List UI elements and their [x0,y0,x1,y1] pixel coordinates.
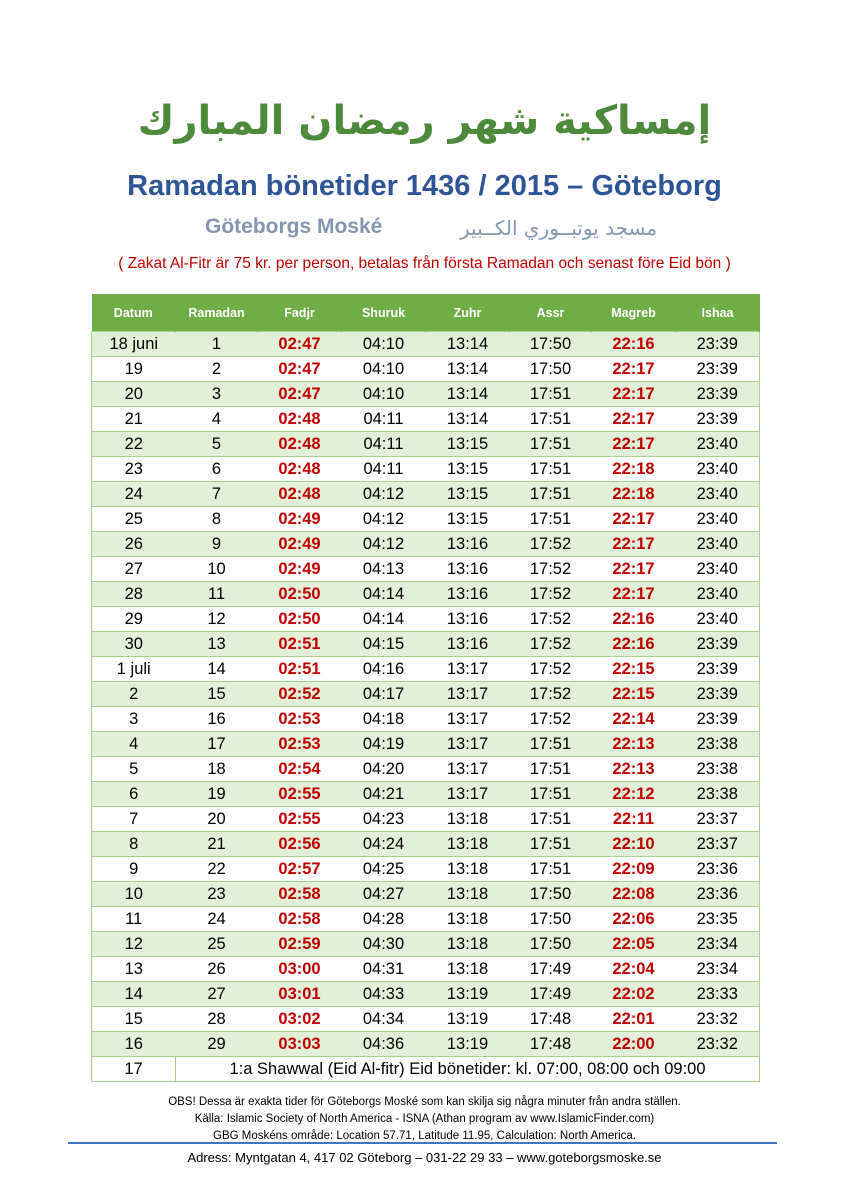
table-cell: 04:17 [342,682,426,707]
table-cell: 4 [92,732,176,757]
table-row [92,357,760,382]
table-cell: 02:49 [258,557,342,582]
table-row [92,882,760,907]
table-cell: 23:39 [676,657,760,682]
table-cell: 17:50 [510,332,592,357]
table-cell: 17:52 [510,557,592,582]
table-cell: 23:39 [676,332,760,357]
table-cell: 02:48 [258,432,342,457]
table-cell: 22:17 [592,357,676,382]
table-cell: 14 [176,657,258,682]
table-cell: 04:11 [342,457,426,482]
table-cell: 19 [92,357,176,382]
mosque-name: Göteborgs Moské [205,215,383,238]
table-cell: 17:52 [510,582,592,607]
table-cell: 2 [176,357,258,382]
table-cell: 7 [176,482,258,507]
table-cell: 02:53 [258,732,342,757]
table-cell: 17:52 [510,657,592,682]
table-cell: 23:40 [676,432,760,457]
table-cell: 04:19 [342,732,426,757]
table-cell: 23 [92,457,176,482]
table-cell: 22:06 [592,907,676,932]
table-cell: 17:49 [510,957,592,982]
table-cell: 24 [92,482,176,507]
table-cell: 02:59 [258,932,342,957]
table-cell: 13:14 [426,407,510,432]
divider [68,1142,777,1144]
table-cell: 23:34 [676,932,760,957]
table-cell: 02:48 [258,482,342,507]
arabic-title: إمساكية شهر رمضان المبارك [137,98,712,144]
table-row [92,907,760,932]
table-cell: 23:40 [676,507,760,532]
page-title: Ramadan bönetider 1436 / 2015 – Göteborg [127,170,722,202]
table-cell: 17:51 [510,382,592,407]
table-cell: 13:19 [426,1007,510,1032]
column-header: Shuruk [342,294,426,332]
table-cell: 17:52 [510,632,592,657]
table-cell: 02:47 [258,382,342,407]
table-cell: 02:51 [258,657,342,682]
table-cell: 13:14 [426,382,510,407]
table-row [92,982,760,1007]
table-cell: 11 [92,907,176,932]
table-cell: 21 [176,832,258,857]
table-cell: 17:52 [510,707,592,732]
table-cell: 11 [176,582,258,607]
table-cell: 13:16 [426,532,510,557]
table-cell: 13:17 [426,757,510,782]
footer-note: OBS! Dessa är exakta tider för Göteborgs Moské som kan skilja sig några minuter från andra ställen. [168,1096,681,1108]
table-cell: 23:39 [676,357,760,382]
table-cell: 13:15 [426,457,510,482]
prayer-times-table [91,294,760,1082]
table-cell: 23:39 [676,632,760,657]
table-cell: 5 [92,757,176,782]
table-cell: 22:17 [592,507,676,532]
table-cell: 21 [92,407,176,432]
table-cell: 13:18 [426,832,510,857]
table-cell: 15 [176,682,258,707]
table-row [92,532,760,557]
table-row [92,382,760,407]
table-row [92,507,760,532]
footer-notes [0,1094,849,1145]
table-cell: 22:10 [592,832,676,857]
table-cell: 23:40 [676,532,760,557]
table-cell: 23:38 [676,782,760,807]
footer-note: GBG Moskéns område: Location 57.71, Latitude 11.95, Calculation: North America. [213,1130,636,1142]
table-cell: 04:12 [342,507,426,532]
table-cell: 26 [92,532,176,557]
table-cell: 13:16 [426,607,510,632]
footer-note: Källa: Islamic Society of North America - ISNA (Athan program av www.IslamicFinder.com) [194,1113,655,1125]
table-cell: 22:11 [592,807,676,832]
table-cell: 22:02 [592,982,676,1007]
table-cell: 03:02 [258,1007,342,1032]
table-cell: 7 [92,807,176,832]
table-cell: 02:57 [258,857,342,882]
table-cell: 03:01 [258,982,342,1007]
table-cell: 17:51 [510,807,592,832]
table-cell: 23:40 [676,582,760,607]
table-cell: 02:49 [258,507,342,532]
table-cell: 3 [92,707,176,732]
table-cell: 23:40 [676,607,760,632]
table-cell: 17:51 [510,457,592,482]
table-cell: 22:16 [592,632,676,657]
table-cell: 6 [176,457,258,482]
table-cell: 13:17 [426,782,510,807]
table-cell: 23:39 [676,407,760,432]
table-cell: 17:50 [510,882,592,907]
table-cell: 16 [176,707,258,732]
table-cell: 03:00 [258,957,342,982]
table-cell: 23 [176,882,258,907]
table-row [92,457,760,482]
table-cell: 04:20 [342,757,426,782]
table-row [92,1007,760,1032]
table-cell: 12 [92,932,176,957]
table-cell: 17:51 [510,432,592,457]
table-cell: 22:15 [592,657,676,682]
table-row [92,707,760,732]
table-cell: 13:19 [426,982,510,1007]
table-cell: 17:52 [510,532,592,557]
table-cell: 9 [176,532,258,557]
table-row [92,1032,760,1057]
table-cell: 20 [176,807,258,832]
table-cell: 02:58 [258,907,342,932]
table-cell: 24 [176,907,258,932]
table-cell: 1 [176,332,258,357]
table-cell: 13:18 [426,932,510,957]
table-row [92,957,760,982]
table-cell: 13:15 [426,432,510,457]
table-row [92,657,760,682]
table-cell: 22:16 [592,332,676,357]
column-header: Ramadan [176,294,258,332]
table-cell: 04:11 [342,407,426,432]
table-cell: 04:10 [342,332,426,357]
table-cell: 22:09 [592,857,676,882]
table-cell: 22:18 [592,457,676,482]
table-cell: 13 [176,632,258,657]
table-cell: 03:03 [258,1032,342,1057]
table-cell: 18 [176,757,258,782]
table-row [92,932,760,957]
table-cell: 23:33 [676,982,760,1007]
table-cell: 23:37 [676,832,760,857]
table-cell: 13:18 [426,907,510,932]
column-header: Ishaa [676,294,760,332]
table-cell: 23:32 [676,1007,760,1032]
table-cell: 27 [176,982,258,1007]
table-cell: 22:01 [592,1007,676,1032]
table-cell: 25 [176,932,258,957]
table-cell: 23:38 [676,732,760,757]
table-cell: 04:15 [342,632,426,657]
table-cell: 02:47 [258,357,342,382]
table-cell: 04:14 [342,582,426,607]
table-cell: 04:10 [342,382,426,407]
table-cell: 22:15 [592,682,676,707]
table-cell: 02:56 [258,832,342,857]
column-header: Assr [510,294,592,332]
table-cell: 29 [92,607,176,632]
table-cell: 6 [92,782,176,807]
table-cell: 19 [176,782,258,807]
table-cell: 12 [176,607,258,632]
column-header: Magreb [592,294,676,332]
table-row [92,557,760,582]
table-row [92,682,760,707]
table-cell: 23:38 [676,757,760,782]
table-cell: 02:58 [258,882,342,907]
table-cell: 8 [92,832,176,857]
table-cell: 14 [92,982,176,1007]
column-header: Fadjr [258,294,342,332]
table-body [92,332,760,1082]
table-cell: 9 [92,857,176,882]
table-cell: 17:52 [510,682,592,707]
table-cell: 04:30 [342,932,426,957]
table-cell: 17 [176,732,258,757]
table-cell: 02:48 [258,407,342,432]
column-header: Datum [92,294,176,332]
table-cell: 02:50 [258,582,342,607]
table-cell: 04:11 [342,432,426,457]
table-cell: 22:04 [592,957,676,982]
table-cell: 02:53 [258,707,342,732]
table-cell: 22 [92,432,176,457]
table-cell: 17:51 [510,407,592,432]
table-cell: 02:51 [258,632,342,657]
table-cell: 22:17 [592,582,676,607]
table-cell: 27 [92,557,176,582]
table-cell: 02:55 [258,782,342,807]
table-cell: 04:12 [342,482,426,507]
table-row [92,482,760,507]
table-cell: 23:36 [676,857,760,882]
table-cell: 04:33 [342,982,426,1007]
table-cell: 13:17 [426,732,510,757]
table-cell: 20 [92,382,176,407]
table-cell: 2 [92,682,176,707]
table-cell: 04:10 [342,357,426,382]
table-cell: 17:51 [510,732,592,757]
table-row [92,857,760,882]
table-cell: 02:55 [258,807,342,832]
table-cell: 25 [92,507,176,532]
table-cell: 02:52 [258,682,342,707]
table-cell: 02:54 [258,757,342,782]
table-cell: 17:51 [510,757,592,782]
table-cell: 22:12 [592,782,676,807]
table-cell: 26 [176,957,258,982]
table-cell: 5 [176,432,258,457]
table-cell: 17 [92,1057,176,1082]
table-cell: 22:17 [592,557,676,582]
table-cell: 22:00 [592,1032,676,1057]
table-cell: 13:17 [426,657,510,682]
table-cell: 04:13 [342,557,426,582]
table-cell: 17:51 [510,782,592,807]
table-cell: 04:12 [342,532,426,557]
table-cell: 23:35 [676,907,760,932]
table-cell: 22:17 [592,432,676,457]
table-cell: 28 [176,1007,258,1032]
table-cell: 18 juni [92,332,176,357]
table-cell: 04:27 [342,882,426,907]
table-cell: 22:05 [592,932,676,957]
table-row [92,582,760,607]
table-cell: 23:39 [676,382,760,407]
table-cell: 22:17 [592,532,676,557]
table-cell: 13:14 [426,332,510,357]
table-cell: 17:51 [510,482,592,507]
table-cell: 23:37 [676,807,760,832]
table-cell: 17:51 [510,507,592,532]
table-cell: 04:31 [342,957,426,982]
table-row [92,732,760,757]
table-cell: 13:14 [426,357,510,382]
table-cell: 22:17 [592,407,676,432]
table-cell: 22:16 [592,607,676,632]
table-cell: 13:18 [426,882,510,907]
table-cell: 13:19 [426,1032,510,1057]
table-cell: 04:36 [342,1032,426,1057]
table-cell: 23:36 [676,882,760,907]
table-cell: 10 [176,557,258,582]
table-cell: 04:24 [342,832,426,857]
table-cell: 13:15 [426,482,510,507]
table-cell: 04:34 [342,1007,426,1032]
table-row [92,632,760,657]
table-cell: 23:40 [676,557,760,582]
table-cell: 22 [176,857,258,882]
table-cell: 13:18 [426,957,510,982]
table-cell: 17:48 [510,1007,592,1032]
table-cell: 23:39 [676,707,760,732]
table-cell: 02:48 [258,457,342,482]
table-row [92,407,760,432]
table-cell: 13:16 [426,557,510,582]
table-cell: 02:47 [258,332,342,357]
table-cell: 22:08 [592,882,676,907]
table-cell: 04:18 [342,707,426,732]
table-cell: 13:16 [426,632,510,657]
table-row [92,782,760,807]
table-cell: 15 [92,1007,176,1032]
table-cell: 23:40 [676,482,760,507]
table-row [92,607,760,632]
table-cell: 17:50 [510,932,592,957]
table-cell: 17:52 [510,607,592,632]
table-cell: 3 [176,382,258,407]
table-cell: 23:32 [676,1032,760,1057]
table-row [92,757,760,782]
table-row [92,332,760,357]
table-cell: 13:17 [426,707,510,732]
table-cell: 23:39 [676,682,760,707]
table-cell: 04:23 [342,807,426,832]
table-cell: 13:18 [426,857,510,882]
address: Adress: Myntgatan 4, 417 02 Göteborg – 031-22 29 33 – www.goteborgsmoske.se [187,1150,662,1165]
table-cell: 29 [176,1032,258,1057]
table-cell: 17:50 [510,357,592,382]
table-cell: 04:21 [342,782,426,807]
table-cell: 13:16 [426,582,510,607]
mosque-name-arabic: مسجد يوتبــوري الكــبير [460,216,658,240]
table-cell: 04:25 [342,857,426,882]
table-cell: 13:18 [426,807,510,832]
table-cell: 10 [92,882,176,907]
table-cell: 17:49 [510,982,592,1007]
table-cell: 17:51 [510,857,592,882]
table-cell: 13 [92,957,176,982]
table-cell: 22:17 [592,382,676,407]
table-row [92,807,760,832]
zakat-note: ( Zakat Al-Fitr är 75 kr. per person, betalas från första Ramadan och senast före Eid bön ) [118,255,731,272]
table-cell: 30 [92,632,176,657]
table-cell: 13:17 [426,682,510,707]
table-cell: 22:13 [592,757,676,782]
table-cell: 17:51 [510,832,592,857]
column-header: Zuhr [426,294,510,332]
table-cell: 04:28 [342,907,426,932]
table-cell: 1 juli [92,657,176,682]
table-cell: 23:34 [676,957,760,982]
table-cell: 04:14 [342,607,426,632]
table-header-row [92,294,760,332]
table-cell: 17:48 [510,1032,592,1057]
table-cell: 04:16 [342,657,426,682]
table-cell: 4 [176,407,258,432]
table-cell: 13:15 [426,507,510,532]
table-cell: 02:49 [258,532,342,557]
table-cell: 28 [92,582,176,607]
table-row [92,832,760,857]
eid-prayer-times: 1:a Shawwal (Eid Al-fitr) Eid bönetider: kl. 07:00, 08:00 och 09:00 [176,1057,760,1082]
table-cell: 16 [92,1032,176,1057]
table-cell: 22:13 [592,732,676,757]
table-cell: 17:50 [510,907,592,932]
table-cell: 8 [176,507,258,532]
table-cell: 22:18 [592,482,676,507]
table-row [92,432,760,457]
table-cell: 02:50 [258,607,342,632]
table-cell: 22:14 [592,707,676,732]
eid-row [92,1057,760,1082]
table-cell: 23:40 [676,457,760,482]
